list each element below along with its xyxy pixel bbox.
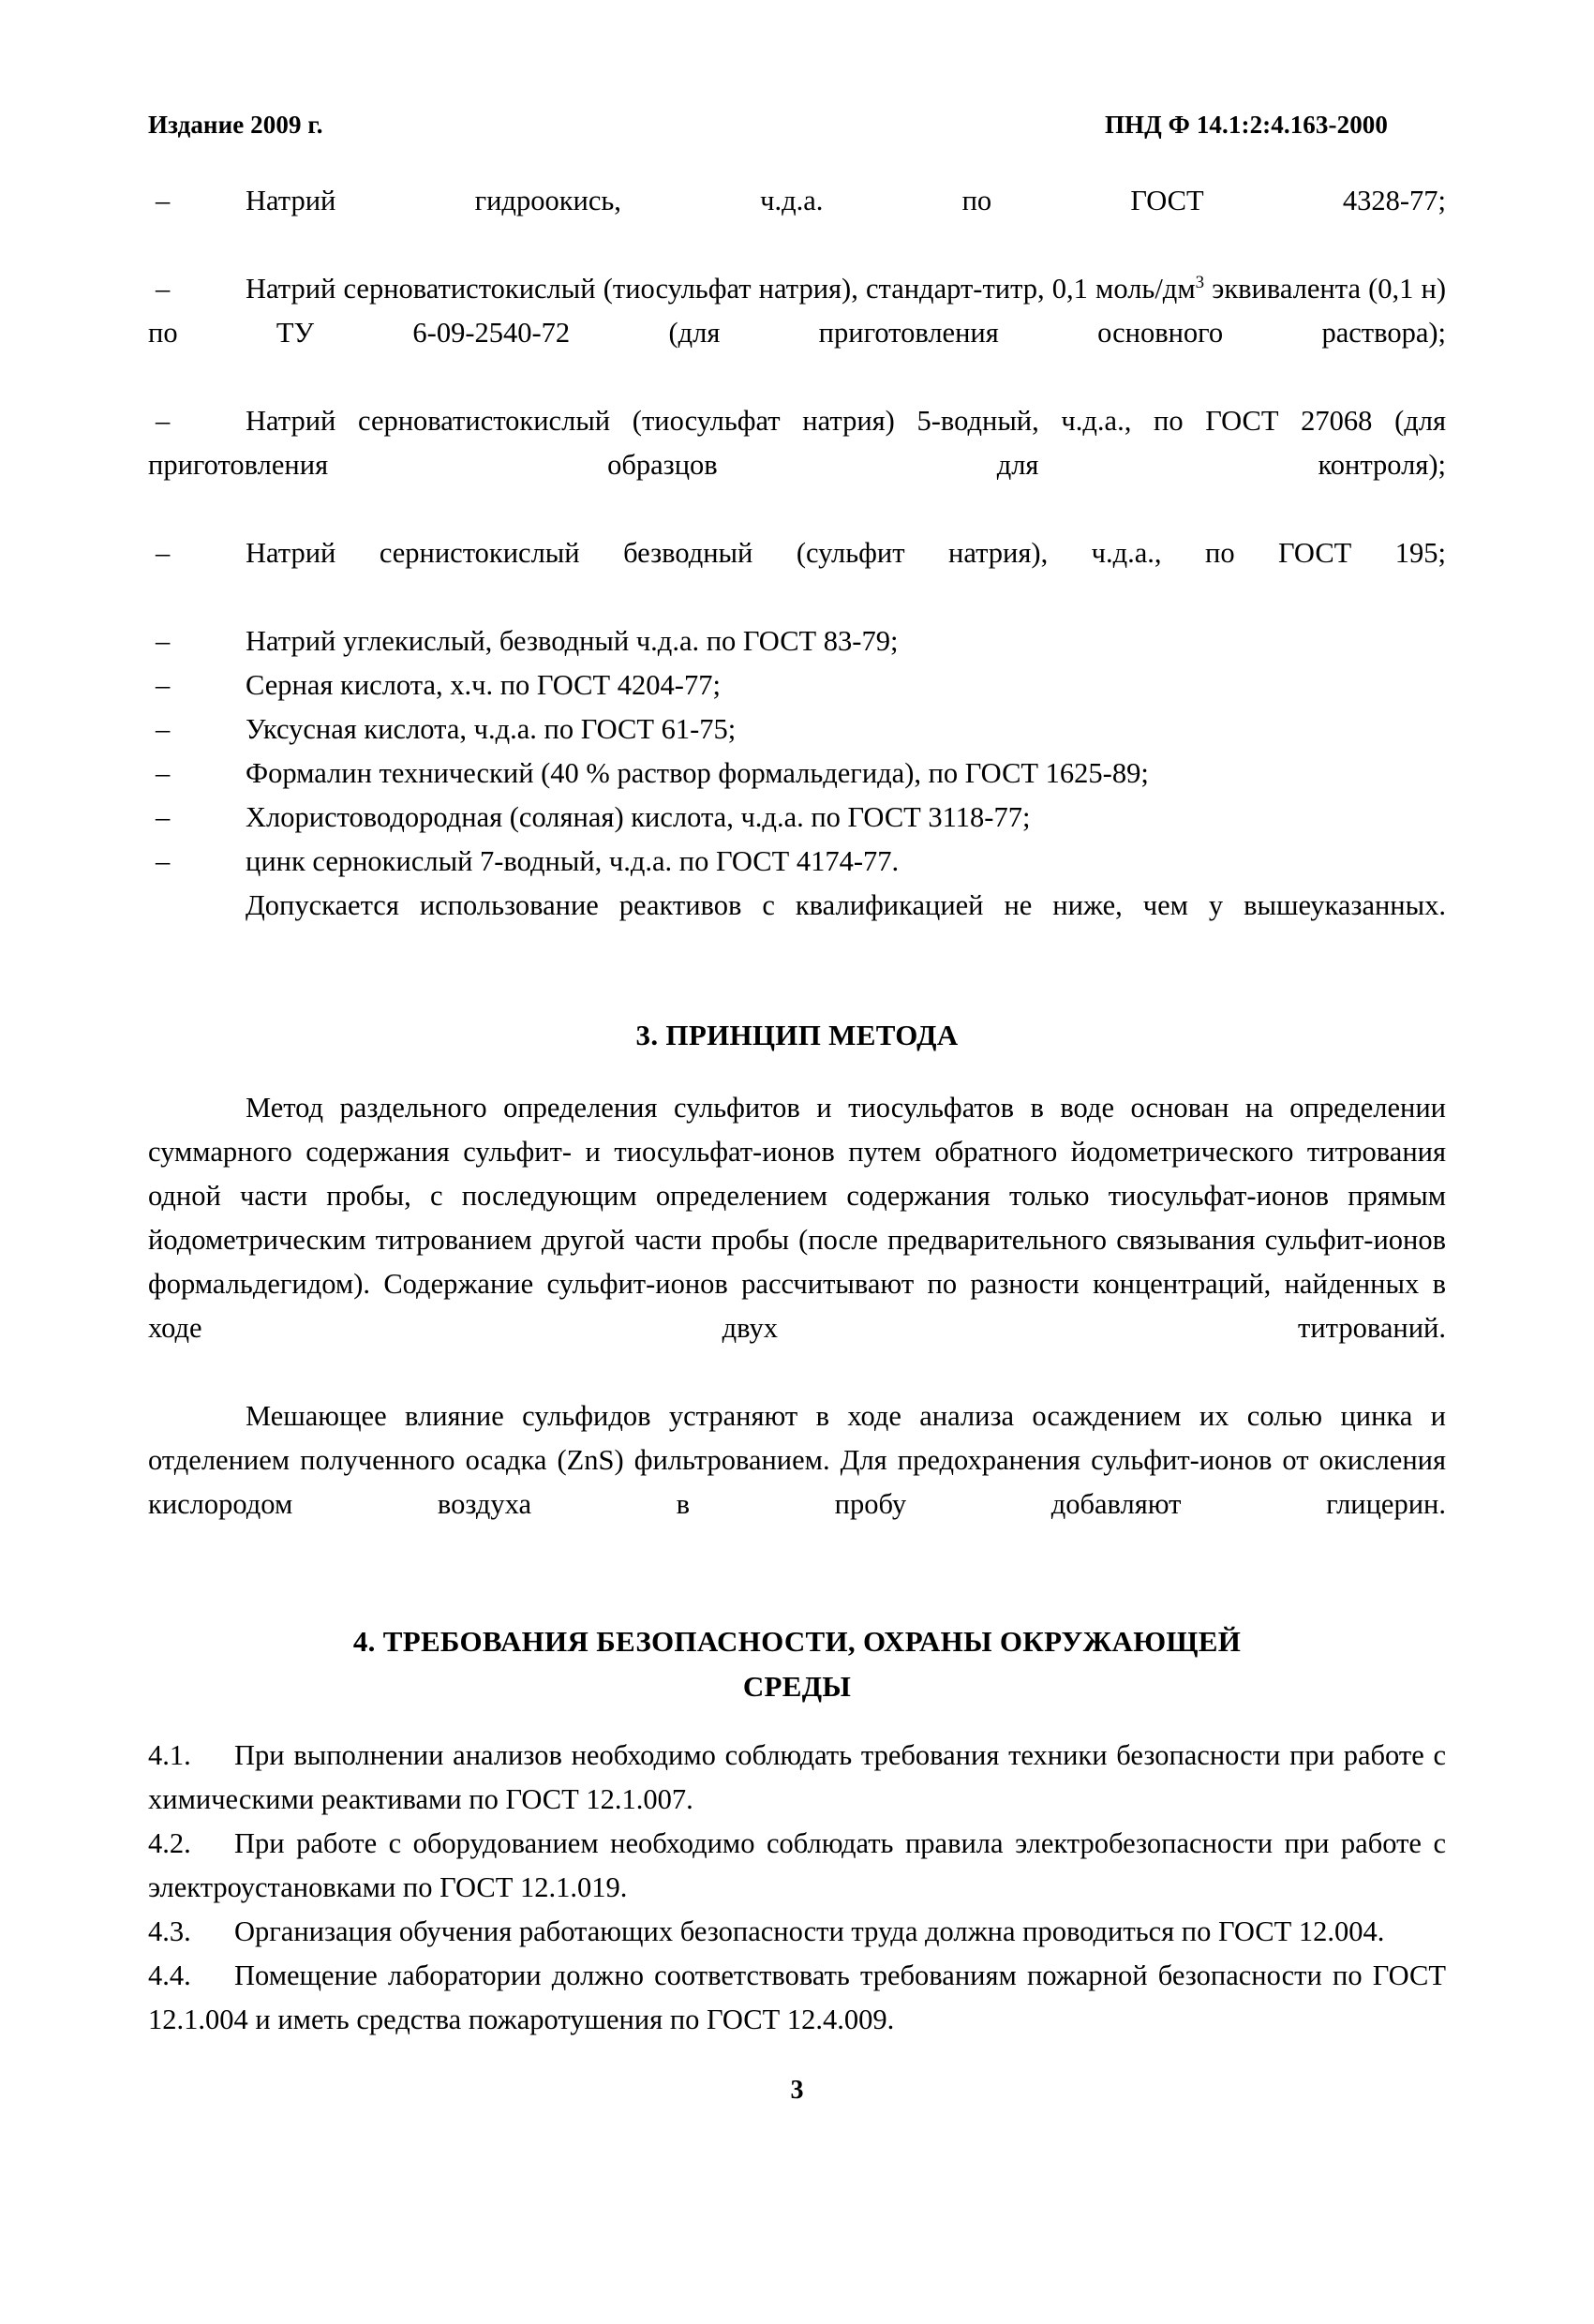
list-item-text: Серная кислота, х.ч. по ГОСТ 4204-77; xyxy=(246,669,721,701)
clause-4-3 xyxy=(148,1910,1446,1954)
bullet-dash: – xyxy=(156,669,171,701)
list-item-text: Натрий сернистокислый безводный (сульфит натрия), ч.д.а., по ГОСТ 195; xyxy=(246,537,1446,569)
clause-text: Организация обучения работающих безопасности труда должна проводиться по ГОСТ 12.004. xyxy=(234,1915,1385,1947)
section-4-heading-line-2: СРЕДЫ xyxy=(742,1670,852,1703)
clause-number: 4.3. xyxy=(148,1915,191,1947)
page-content xyxy=(148,111,1446,2042)
list-item-text: цинк сернокислый 7-водный, ч.д.а. по ГОСТ 4174-77. xyxy=(246,845,900,877)
list-item xyxy=(148,179,1446,267)
clause-4-1 xyxy=(148,1734,1446,1822)
page-number: 3 xyxy=(790,2076,804,2105)
section-3-heading: 3. ПРИНЦИП МЕТОДА xyxy=(635,1019,959,1051)
header-edition: Издание 2009 г. xyxy=(148,111,323,139)
bullet-dash: – xyxy=(156,625,171,657)
list-item xyxy=(148,708,1446,752)
list-item xyxy=(148,752,1446,796)
section-4-heading xyxy=(148,1619,1446,1709)
bullet-dash: – xyxy=(156,185,171,216)
list-item-text: Натрий гидроокись, ч.д.а. по ГОСТ 4328-77; xyxy=(246,185,1446,216)
list-item xyxy=(148,531,1446,619)
bullet-dash: – xyxy=(156,405,171,437)
bullet-dash: – xyxy=(156,713,171,745)
list-item xyxy=(148,663,1446,708)
clause-4-4 xyxy=(148,1954,1446,2042)
list-item-text: Натрий серноватистокислый (тиосульфат натрия) 5-водный, ч.д.а., по ГОСТ 27068 (для приготовления образцов для контроля); xyxy=(148,405,1446,481)
bullet-dash: – xyxy=(156,845,171,877)
list-item-text: Натрий углекислый, безводный ч.д.а. по ГОСТ 83-79; xyxy=(246,625,899,657)
clause-4-2 xyxy=(148,1822,1446,1910)
clause-text: При выполнении анализов необходимо соблюдать требования техники безопасности при работе с химическими реактивами по ГОСТ 12.1.007. xyxy=(148,1739,1446,1815)
section-3-paragraph-1: Метод раздельного определения сульфитов и тиосульфатов в воде основан на определении суммарного содержания сульфит- и тиосульфат-ионов путем обратного йодометрического титрования одной части пробы, с последующим определением содержания только тиосульфат-ионов прямым йодометрическим титрованием другой части пробы (после предварительного связывания сульфит-ионов формальдегидом). Содержание сульфит-ионов рассчитывают по разности концентраций, найденных в ходе двух титрований. xyxy=(148,1092,1446,1344)
clause-number: 4.4. xyxy=(148,1959,191,1991)
list-item xyxy=(148,619,1446,663)
clause-text: Помещение лаборатории должно соответствовать требованиям пожарной безопасности по ГОСТ 12.1.004 и иметь средства пожаротушения по ГОСТ 12.4.009. xyxy=(148,1959,1446,2035)
list-item-text-part1: Натрий серноватистокислый (тиосульфат натрия), стандарт-титр, 0,1 моль/дм xyxy=(246,273,1196,305)
list-item xyxy=(148,840,1446,884)
header-standard-code: ПНД Ф 14.1:2:4.163-2000 xyxy=(1104,111,1388,139)
reagents-list xyxy=(148,179,1446,884)
bullet-dash: – xyxy=(156,757,171,789)
list-item xyxy=(148,267,1446,399)
section-4-heading-line-1: 4. ТРЕБОВАНИЯ БЕЗОПАСНОСТИ, ОХРАНЫ ОКРУЖАЮЩЕЙ xyxy=(352,1625,1242,1658)
list-item xyxy=(148,796,1446,840)
list-item-text: Формалин технический (40 % раствор формальдегида), по ГОСТ 1625-89; xyxy=(246,757,1149,789)
clause-number: 4.1. xyxy=(148,1739,191,1771)
list-item-text: Уксусная кислота, ч.д.а. по ГОСТ 61-75; xyxy=(246,713,737,745)
superscript-exponent: 3 xyxy=(1195,272,1205,292)
running-header xyxy=(148,111,1446,140)
clause-text: При работе с оборудованием необходимо соблюдать правила электробезопасности при работе с электроустановками по ГОСТ 12.1.019. xyxy=(148,1827,1446,1903)
bullet-dash: – xyxy=(156,273,171,305)
section-3-paragraph-2: Мешающее влияние сульфидов устраняют в ходе анализа осаждением их солью цинка и отделением полученного осадка (ZnS) фильтрованием. Для предохранения сульфит-ионов от окисления кислородом воздуха в пробу добавляют глицерин. xyxy=(148,1400,1446,1520)
clause-number: 4.2. xyxy=(148,1827,191,1859)
bullet-dash: – xyxy=(156,537,171,569)
list-item-text-part2: эквивалента (0,1 н) по ТУ 6-09-2540-72 (для приготовления основного раствора); xyxy=(148,273,1446,349)
bullet-dash: – xyxy=(156,801,171,833)
list-item xyxy=(148,399,1446,531)
allowance-paragraph: Допускается использование реактивов с квалификацией не ниже, чем у вышеуказанных. xyxy=(246,889,1446,921)
list-item-text: Хлористоводородная (соляная) кислота, ч.д.а. по ГОСТ 3118-77; xyxy=(246,801,1031,833)
